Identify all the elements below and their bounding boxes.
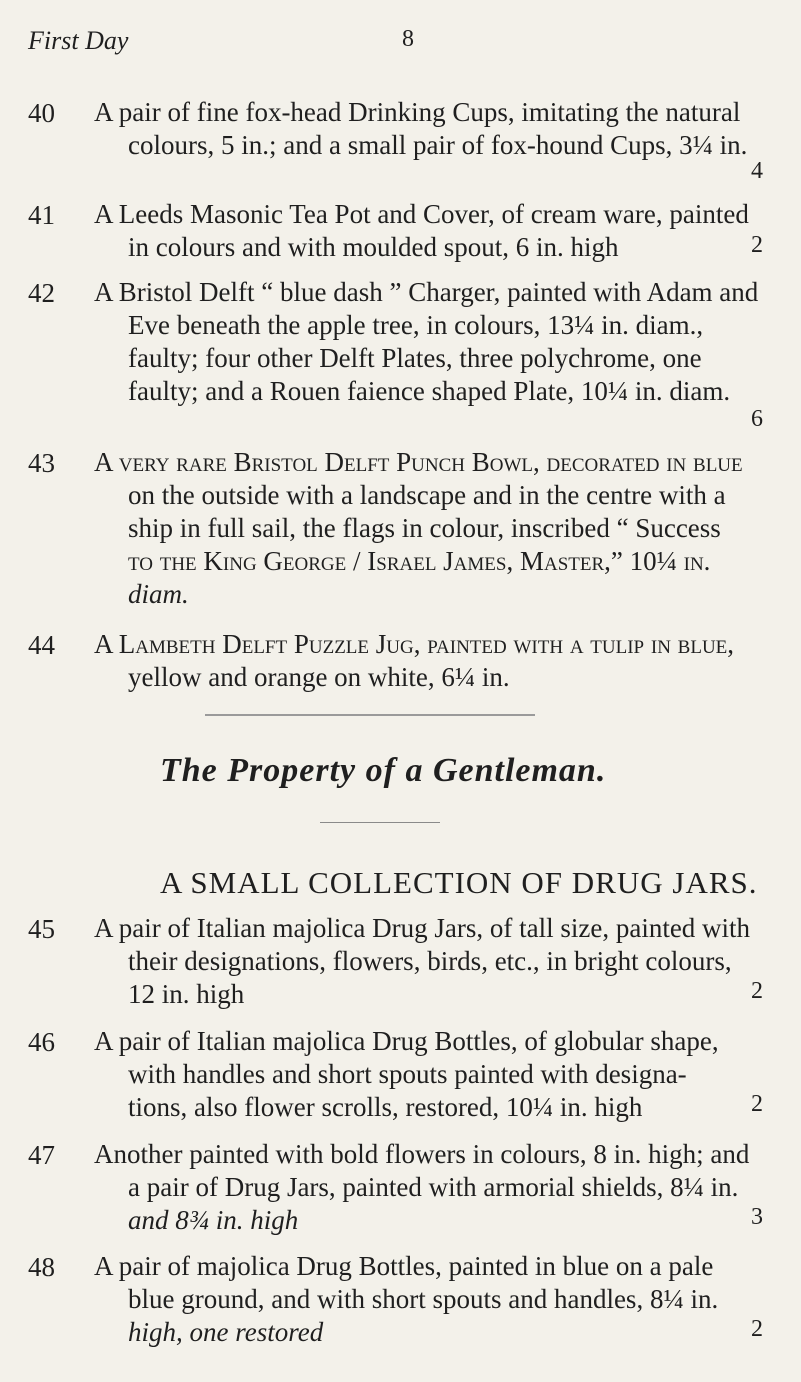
lot-number: 45: [28, 914, 55, 944]
lot-quantity: 6: [751, 406, 763, 432]
lot-line: a pair of Drug Jars, painted with armorial shields, 8¼ in.: [128, 1172, 739, 1202]
lot-line: A Leeds Masonic Tea Pot and Cover, of cream ware, painted: [94, 199, 749, 229]
lot-description: [94, 912, 774, 1011]
lot-line: to the King George / Israel James, Master,” 10¼ in.: [128, 546, 711, 576]
lot-description: [94, 446, 774, 611]
lot-line: with handles and short spouts painted with designa-: [128, 1059, 687, 1089]
lot-description: [94, 276, 774, 408]
lot-description: [94, 628, 774, 694]
lot-line: on the outside with a landscape and in the centre with a: [128, 480, 726, 510]
lot-line: A very rare Bristol Delft Punch Bowl, decorated in blue: [94, 447, 743, 477]
lot-quantity: 2: [751, 978, 763, 1004]
lot-number: 41: [28, 200, 55, 230]
lot-line: faulty; and a Rouen faience shaped Plate, 10¼ in. diam.: [128, 376, 731, 406]
lot-line: yellow and orange on white, 6¼ in.: [128, 662, 510, 692]
lot-line: Another painted with bold flowers in colours, 8 in. high; and: [94, 1139, 750, 1169]
lot-line: ship in full sail, the flags in colour, inscribed “ Success: [128, 513, 721, 543]
lot-line: 12 in. high: [128, 979, 245, 1009]
heading-underline: [320, 822, 440, 823]
lot-number: 47: [28, 1140, 55, 1170]
lot-line: faulty; four other Delft Plates, three polychrome, one: [128, 343, 702, 373]
lot-line: colours, 5 in.; and a small pair of fox-hound Cups, 3¼ in.: [128, 130, 748, 160]
lot-number: 44: [28, 630, 55, 660]
lot-quantity: 4: [751, 158, 763, 184]
property-heading: The Property of a Gentleman.: [160, 752, 607, 789]
lot-description: [94, 1138, 774, 1237]
lot-line: A pair of Italian majolica Drug Jars, of tall size, painted with: [94, 913, 751, 943]
lot-description: [94, 1025, 774, 1124]
page-number: 8: [402, 26, 414, 52]
lot-line: A Lambeth Delft Puzzle Jug, painted with a tulip in blue,: [94, 629, 735, 659]
lot-line: tions, also flower scrolls, restored, 10¼ in. high: [128, 1092, 643, 1122]
lot-number: 48: [28, 1252, 55, 1282]
lot-line: diam.: [128, 579, 189, 609]
lot-line: A pair of Italian majolica Drug Bottles, of globular shape,: [94, 1026, 719, 1056]
lot-line: A pair of majolica Drug Bottles, painted in blue on a pale: [94, 1251, 714, 1281]
lot-line: Eve beneath the apple tree, in colours, 13¼ in. diam.,: [128, 310, 704, 340]
lot-number: 46: [28, 1027, 55, 1057]
lot-quantity: 2: [751, 1091, 763, 1117]
lot-description: [94, 198, 774, 264]
lot-line: their designations, flowers, birds, etc., in bright colours,: [128, 946, 732, 976]
lot-number: 43: [28, 448, 55, 478]
lot-line: in colours and with moulded spout, 6 in. high: [128, 232, 619, 262]
lot-number: 40: [28, 98, 55, 128]
collection-heading: A SMALL COLLECTION OF DRUG JARS.: [160, 865, 758, 900]
lot-line: blue ground, and with short spouts and handles, 8¼ in.: [128, 1284, 719, 1314]
lot-line: and 8¾ in. high: [128, 1205, 299, 1235]
lot-description: [94, 96, 774, 162]
lot-number: 42: [28, 278, 55, 308]
day-title: First Day: [28, 26, 129, 55]
lot-quantity: 2: [751, 232, 763, 258]
section-divider: [205, 714, 535, 716]
lot-line: A pair of fine fox-head Drinking Cups, imitating the natural: [94, 97, 741, 127]
lot-quantity: 2: [751, 1316, 763, 1342]
running-head: [28, 26, 761, 66]
lot-line: high, one restored: [128, 1317, 324, 1347]
lot-description: [94, 1250, 774, 1349]
lot-quantity: 3: [751, 1204, 763, 1230]
lot-line: A Bristol Delft “ blue dash ” Charger, painted with Adam and: [94, 277, 759, 307]
